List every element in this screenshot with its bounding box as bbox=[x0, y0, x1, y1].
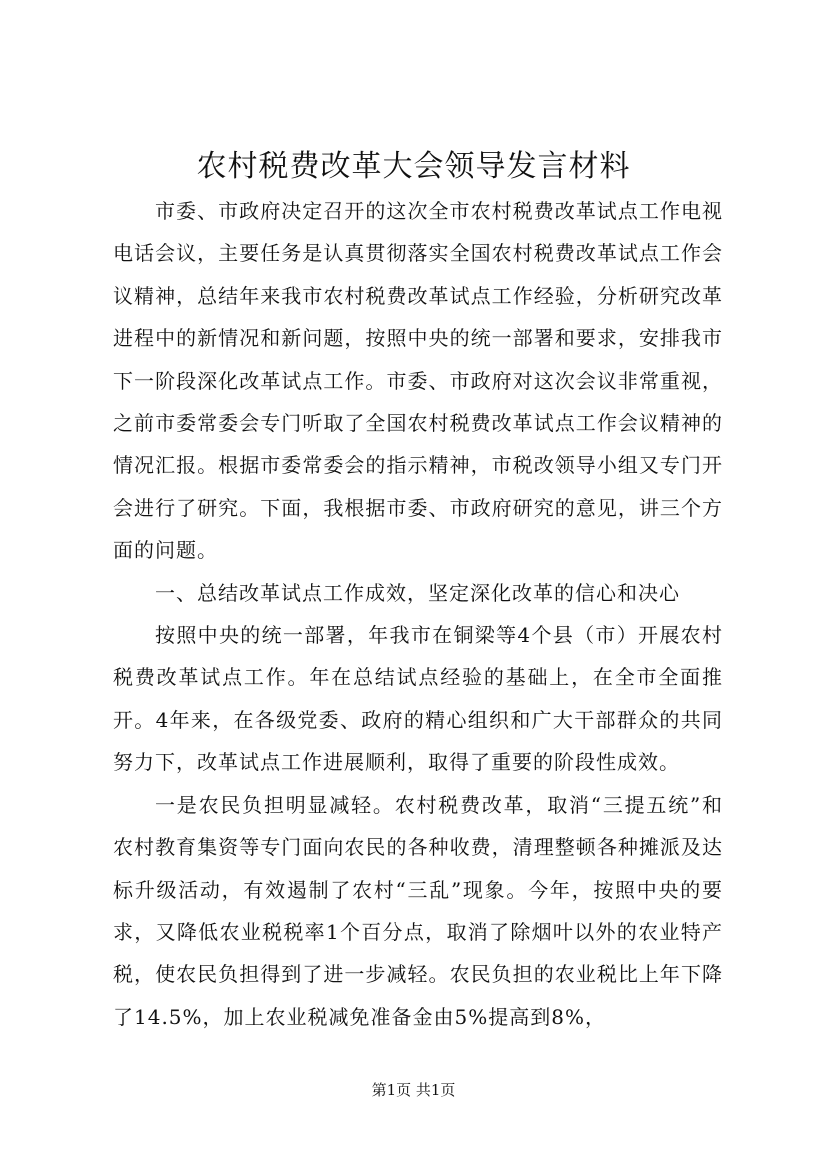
section-heading-1: 一、总结改革试点工作成效，坚定深化改革的信心和决心 bbox=[155, 580, 680, 605]
paragraph-intro: 市委、市政府决定召开的这次全市农村税费改革试点工作电视电话会议，主要任务是认真贯彻落实全国农村税费改革试点工作会议精神，总结年来我市农村税费改革试点工作经验，分析研究改革进程中的新情况和新问题，按照中央的统一部署和要求，安排我市下一阶段深化改革试点工作。市委、市政府对这次会议非常重视，之前市委常委会专门听取了全国农村税费改革试点工作会议精神的情况汇报。根据市委常委会的指示精神，市税改领导小组又专门开会进行了研究。下面，我根据市委、市政府研究的意见，讲三个方面的问题。 bbox=[113, 199, 723, 563]
paragraph-pilot-work: 按照中央的统一部署，年我市在铜梁等4个县（市）开展农村税费改革试点工作。年在总结试点经验的基础上，在全市全面推开。4年来，在各级党委、政府的精心组织和广大干部群众的共同努力下，改革试点工作进展顺利，取得了重要的阶段性成效。 bbox=[113, 623, 723, 775]
paragraph-burden-reduction: 一是农民负担明显减轻。农村税费改革，取消“三提五统”和农村教育集资等专门面向农民的各种收费，清理整顿各种摊派及达标升级活动，有效遏制了农村“三乱”现象。今年，按照中央的要求，又降低农业税税率1个百分点，取消了除烟叶以外的农业特产税，使农民负担得到了进一步减轻。农民负担的农业税比上年下降了14.5%，加上农业税减免准备金由5%提高到8%， bbox=[113, 792, 723, 1029]
document-title: 农村税费改革大会领导发言材料 bbox=[196, 149, 631, 184]
document-body bbox=[113, 190, 723, 1038]
page-number-footer: 第1页 共1页 bbox=[371, 1081, 456, 1099]
